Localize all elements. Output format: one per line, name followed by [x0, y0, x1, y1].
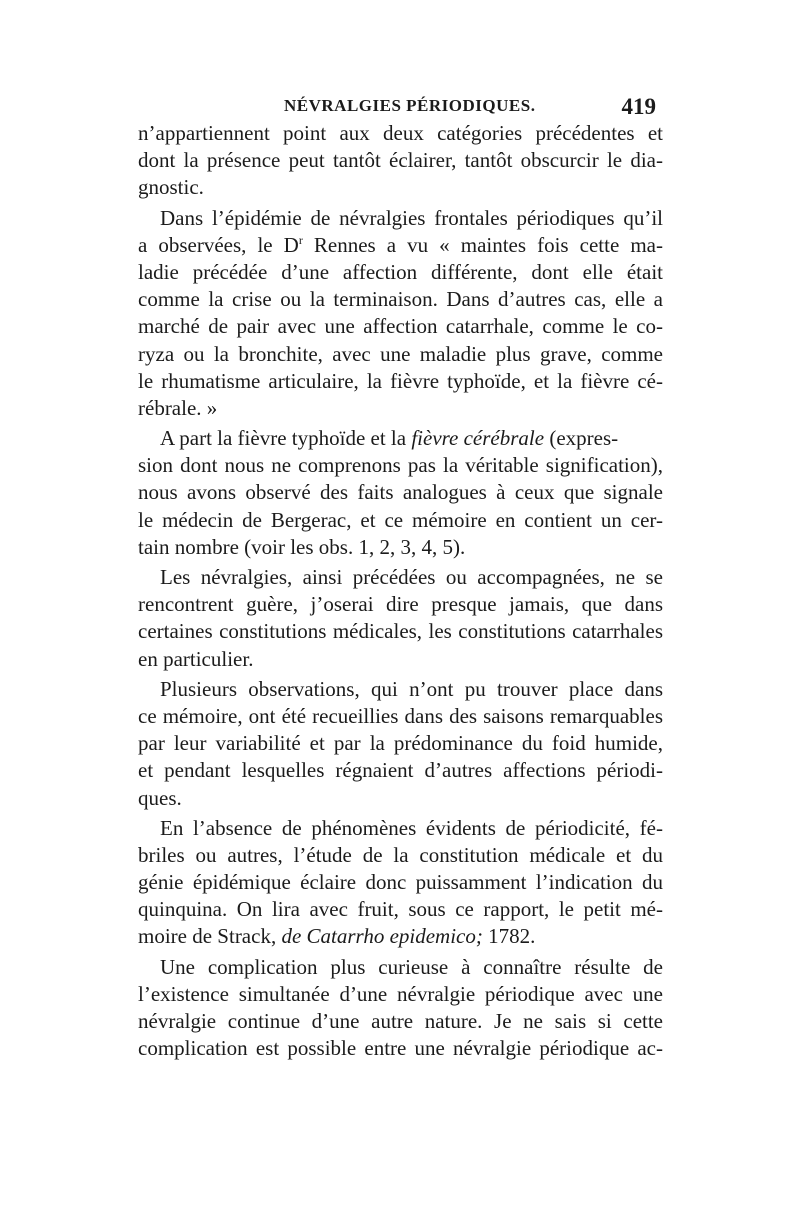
text-line: briles ou autres, l’étude de la constitution médicale et du — [138, 842, 663, 867]
text-segment: a observées, le D — [138, 232, 299, 257]
text-line — [138, 425, 663, 452]
text-line — [138, 923, 663, 950]
page-number: 419 — [621, 94, 656, 119]
text-line: complication est possible entre une névralgie périodique ac- — [138, 1036, 663, 1061]
text-segment: moire de Strack, — [138, 924, 282, 949]
text-line: rencontrent guère, j’oserai dire presque jamais, que dans — [138, 592, 663, 617]
text-line: l’existence simultanée d’une névralgie périodique avec une — [138, 981, 663, 1006]
text-line: n’appartiennent point aux deux catégories précédentes et — [138, 121, 663, 145]
text-line: En l’absence de phénomènes évidents de périodicité, fé- — [160, 815, 663, 840]
text-line: ryza ou la bronchite, avec une maladie plus grave, comme — [138, 341, 663, 366]
text-line: quinquina. On lira avec fruit, sous ce rapport, le petit mé- — [138, 897, 663, 922]
text-line: ce mémoire, ont été recueillies dans des saisons remarquables — [138, 703, 663, 728]
text-line: le médecin de Bergerac, et ce mémoire en contient un cer- — [138, 507, 663, 532]
text-segment: A part la fièvre typhoïde et la — [160, 426, 412, 451]
text-line: ques. — [138, 785, 182, 810]
text-line: tain nombre (voir les obs. 1, 2, 3, 4, 5). — [138, 534, 466, 559]
text-line: sion dont nous ne comprenons pas la véritable signification), — [138, 453, 663, 478]
text-line: Dans l’épidémie de névralgies frontales périodiques qu’il — [160, 205, 663, 230]
superscript: r — [298, 232, 303, 247]
text-line: comme la crise ou la terminaison. Dans d’autres cas, elle a — [138, 287, 663, 312]
text-segment: 1782. — [482, 924, 536, 949]
text-line: en particulier. — [138, 646, 254, 671]
text-line: par leur variabilité et par la prédominance du foid humide, — [138, 731, 663, 756]
text-line: dont la présence peut tantôt éclairer, tantôt obscurcir le dia- — [138, 148, 663, 173]
text-line: Plusieurs observations, qui n’ont pu trouver place dans — [160, 676, 663, 701]
running-head: NÉVRALGIES PÉRIODIQUES. — [284, 96, 536, 115]
paragraph — [138, 120, 663, 202]
text-line: marché de pair avec une affection catarrhale, comme le co- — [138, 314, 663, 339]
paragraph — [138, 564, 663, 673]
text-line: Les névralgies, ainsi précédées ou accompagnées, ne se — [160, 565, 663, 589]
italic-title: de Catarrho epidemico; — [281, 924, 483, 949]
text-line: le rhumatisme articulaire, la fièvre typhoïde, et la fièvre cé- — [138, 368, 663, 393]
body-text — [138, 120, 663, 1062]
text-line: nous avons observé des faits analogues à ceux que signale — [138, 480, 663, 505]
text-line: et pendant lesquelles régnaient d’autres affections périodi- — [138, 758, 663, 783]
text-line: Une complication plus curieuse à connaître résulte de — [160, 954, 663, 979]
text-line: névralgie continue d’une autre nature. Je ne sais si cette — [138, 1009, 663, 1033]
italic-term: fièvre cérébrale — [411, 426, 545, 451]
text-line: gnostic. — [138, 175, 204, 200]
paragraph — [138, 205, 663, 423]
text-line: ladie précédée d’une affection différente, dont elle était — [138, 259, 663, 284]
text-segment: Rennes a vu « maintes fois cette ma- — [302, 232, 663, 257]
paragraph — [138, 954, 663, 1063]
text-line: certaines constitutions médicales, les constitutions catarrhales — [138, 619, 663, 644]
text-line — [138, 232, 663, 259]
paragraph — [138, 815, 663, 951]
text-segment: (expres- — [544, 426, 619, 451]
text-line: génie épidémique éclaire donc puissamment l’indication du — [138, 870, 663, 895]
paragraph — [138, 425, 663, 561]
paragraph — [138, 676, 663, 812]
text-line: rébrale. » — [138, 395, 218, 420]
